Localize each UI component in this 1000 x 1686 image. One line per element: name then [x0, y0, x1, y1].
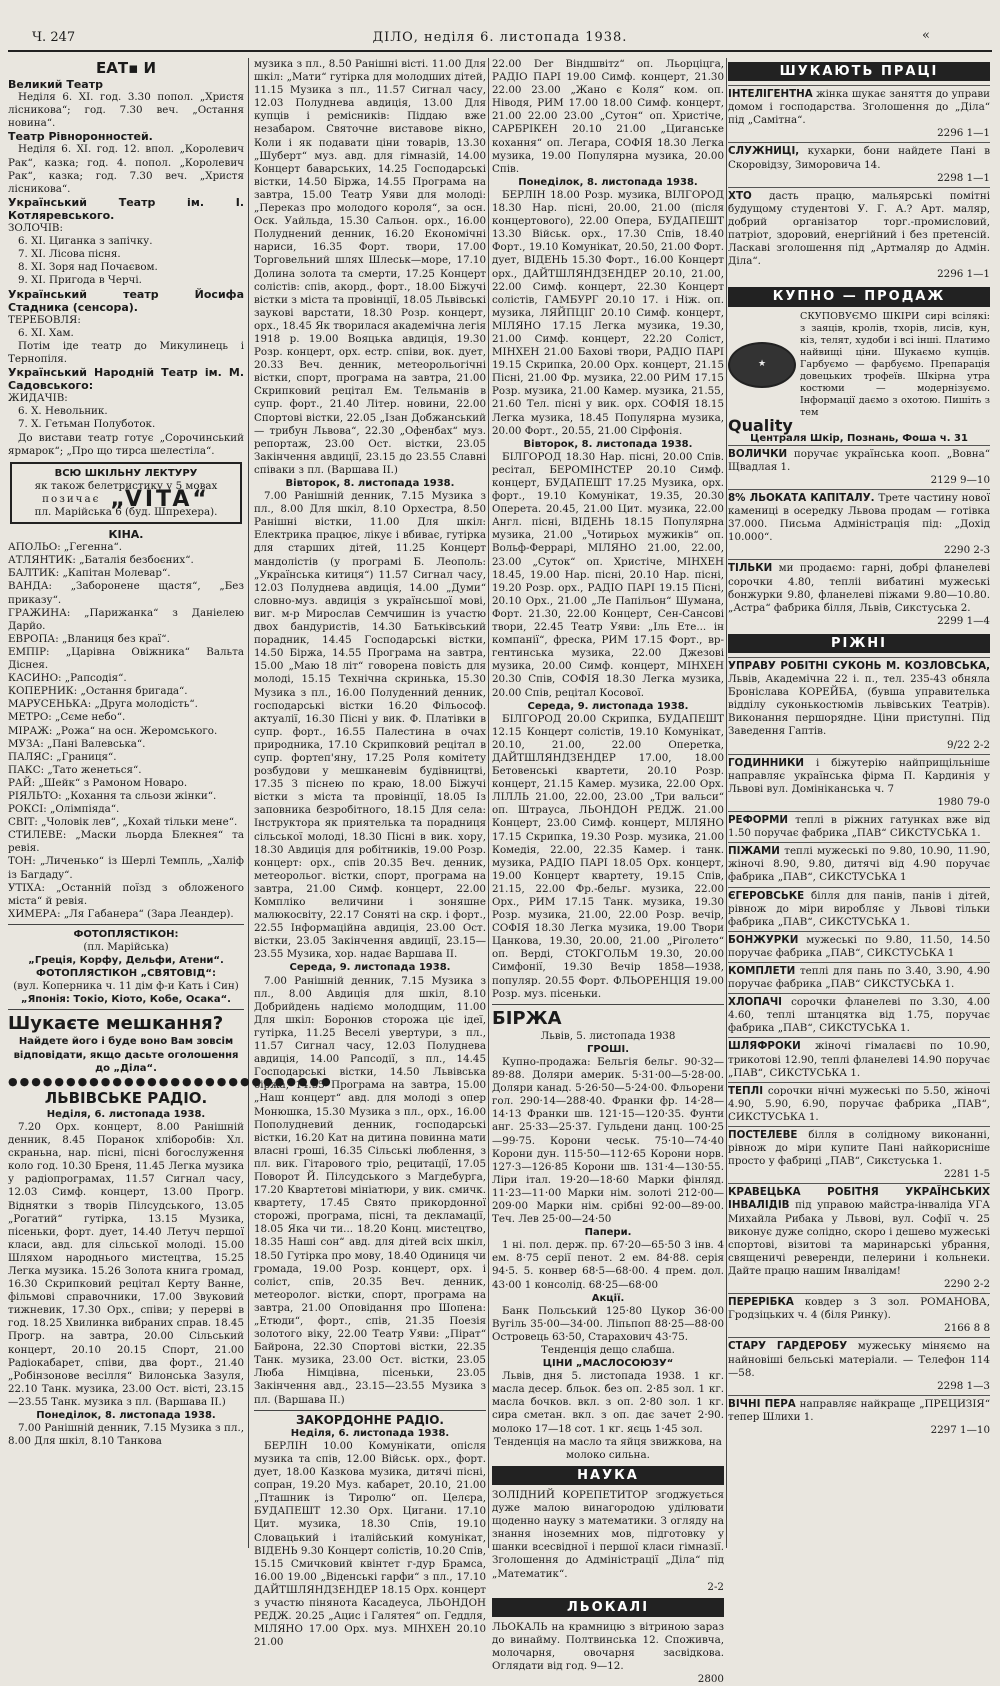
classified-ad-headline: ТЕПЛІ [728, 1084, 764, 1097]
miscellaneous-banner: РІЖНІ [728, 634, 990, 653]
exchange-title: БІРЖА [492, 1007, 562, 1029]
classified-ad [728, 811, 990, 842]
housing-ad-title: Шукаєте мешкання? [8, 1013, 224, 1035]
classified-ad-body [728, 492, 990, 544]
science-ad-text: ЗОЛІДНИЙ КОРЕПЕТИТОР згоджується дуже малою винагородою уділювати щоденно науку з математики. З огляду на знання іноземних мов, підготовку у шанки всесвідної і першої класи гімназії. Зголошення до Адміністрації „Діла“ під „Математик“. [492, 1488, 724, 1580]
classified-ad-headline: ПОСТЕЛЕВЕ [728, 1129, 798, 1141]
classified-ad [728, 142, 990, 186]
foreign-sunday-heading: Неділя, 6. листопада 1938. [290, 1427, 450, 1439]
lviv-radio-section [8, 1088, 244, 1448]
classified-ad-number: 2281 1-5 [943, 1168, 990, 1181]
leather-firm: Централя Шкір, Познань, Фоша ч. 31 [750, 432, 968, 444]
classified-ad-number: 2299 1—4 [937, 614, 990, 627]
classified-ad-headline: ШЛЯФРОКИ [728, 1040, 801, 1053]
cinema-listing: ВАНДА: „Заборонене щастя“, „Без приказу“. [8, 580, 244, 606]
premises-banner: ЛЬОКАЛІ [492, 1598, 724, 1617]
foreign-text-monday: БЕРЛІН 18.00 Розр. музика, ВІЛГОРОД 18.30 Нар. пісні, 20.00, 21.00 (після концертового), 22.00 Опера, БУДАПЕШТ 13.30 Військ. орх., 17.30 Спів, 18.40 Форт., 19.10 Комунікат, 20.50, 21.00 Форт. дует, ВІДЕНЬ 15.30 Форт., 16.00 Концерт орх., ДАЙТШЛЯНДЗЕНДЕР 20.10, 21.00, 22.00 Симф. концерт, 22.30 Концерт солістів, ГАМБУРГ 20.10 17. і Ніж. оп. музика, ЛЯЙПЦІГ 20.10 Симф. концерт, МІЛЯНО 17.15 Легка музика, 19.30, 21.00 Симф. концерт, 22.20 Соліст, МІНХЕН 21.00 Бахові твори, РАДІО ПАРІ 19.15 Скрипка, 20.00 Орх. концерт, 21.15 Пісні, 21.00 Фр. музика, 22.00 РИМ 17.15 Розр. музика, 21.00 Камер. музика, 21.55, 21.60 Тел. пісні у вик. орх. СОФІЯ 18.15 Легка музика, 18.45 Популярна музика, 20.00 Форт., 20.55, 21.00 Сірфонія. [492, 188, 724, 437]
radio-program-line: 7.00 Ранішній денник, 7.15 Музика з пл., 8.00 Для шкіл, 8.10 Танкова [8, 1422, 244, 1448]
exchange-tendency: Тенденція дещо слабша. [541, 1344, 675, 1356]
cinema-listing: АПОЛЬО: „Гегенна“. [8, 541, 123, 554]
theatre-line: 6. X. Невольник. [18, 405, 108, 418]
exchange-papers-heading: Папери. [584, 1227, 632, 1239]
classified-ad-headline: ХТО [728, 189, 752, 202]
classified-ad-body [728, 562, 990, 614]
maslosoyuz-title: ЦІНИ „МАСЛОСОЮЗУ“ [542, 1358, 674, 1370]
cinema-listing: СВІТ: „Чоловік лев“, „Кохай тільки мене“. [8, 816, 238, 829]
radio-wednesday-heading: Середа, 9. листопада 1938. [289, 962, 451, 974]
vita-address: пл. Марійська 6 (буд. Шпрехера). [34, 506, 218, 518]
cinema-listing: БАЛТИК: „Капітан Молевар“. [8, 567, 171, 580]
premises-ad-number: 2800 [697, 1673, 724, 1686]
classified-ad-body [728, 145, 990, 171]
radio-tuesday-heading: Вівторок, 8. листопада 1938. [285, 478, 455, 489]
classified-ad-headline: КОМПЛЕТИ [728, 964, 796, 977]
exchange-papers-text: 1 ні. пол. держ. пр. 67·20—65·50 3 інв. 4 ем. 8·75 серії пенот. 2 ем. 84·88. серія 94·5. 5. конвер 68·5—68·00. 4 прем. дол. 43·00 1 консолід. 68·25—68·00 [492, 1239, 724, 1291]
theatre-line: 9. XI. Пригода в Черчі. [18, 274, 142, 287]
classified-ad-text: теплі в ріжних гатунках вже від 1.50 поручає фабрика „ПАВ“ СИКСТУСЬКА 1. [728, 814, 990, 840]
science-banner: НАУКА [492, 1466, 724, 1485]
cinema-listing: КАСИНО: „Рапсодія“. [8, 672, 127, 685]
classified-ad-body [728, 996, 990, 1035]
buy-sell-banner: КУПНО — ПРОДАЖ [728, 287, 990, 306]
radio-text-tuesday: 7.00 Ранішній денник, 7.15 Музика з пл., 8.00 Для шкіл, 8.10 Орхестра, 8.50 Ранішні вістки, 11.00 Для шкіл: Електрика працює, лікує і вбиває, гутірка для старших дітей, 11.25 Концерт мандолістів (у програмі Б. Леополь: „Українська китиця“) 11.57 Сигнал часу, 12.03 Полуднева авдиція, 14.00 „Думи“ словно-муз. авдиція з українсьшої мові, виг. м-р Мирослав Семчишин із участю двох бандуристів, 14.30 Батьківський порадник, 14.45 Господарські вістки, 14.50 Біржа, 14.55 Програма на завтра, 15.00 „Маю 18 літ“ говорена повість для молоді, 15.15 Технічна скринька, 15.30 Музика з пл., 16.00 Полуденний денник, господарські вістки 16.20 Фільософ. актуалії, 16.30 Пісні у вик. Ф. Платівки в супр. форт., 16.55 Палестина в очах природника, 17.10 Скрипковий рецітал в супр. фортеп'яну, 17.25 Роля комітету розбудови у мешканевім будівництві, 17.35 З піснею по краю, 18.00 Біжучі вістки з міста та провінції, 18.05 Із заповника безробітного, 18.15 Для села: Інструктора як приятелька та порадниця сільської молоді, 18.30 Пісні в вик. хору, 18.30 Авдиція для робітників, 19.00 Розр. концерт: орх., спів 20.35 Веч. денник, метеорольог. вістки, спорт, програма на завтра, 21.00 Симф. концерт, 22.00 Компліко величини і зоняшне малюкосвіту, 22.17 Соняті на скр. і форт., 22.55 Інформаційна авдиція, 23.00 Ост. вістки, 23.05 Закінчення авдиції, 23.15—23.55 Музика, хор. надає Варшава II. [254, 490, 486, 961]
maslosoyuz-text: Львів, дня 5. листопада 1938. 1 кг. масла десер. бльок. без оп. 2·85 зол. 1 кг. масла бочков. вкл. з оп. 2·80 зол. 1 кг. сира сметан. вкл. з оп. дає зачет 2·90. молоко 17—18 сот. 1 кг. яєць 1·45 зол. [492, 1370, 724, 1435]
theatre-line: ЖИДАЧІВ: [8, 392, 68, 405]
cinema-listing: МЕТРО: „Сєме небо“. [8, 711, 126, 724]
leather-ad-text: СКУПОВУЄМО ШКІРИ сирі всілякі: з заяців, кролів, тхорів, лисів, кун, кіз, телят, худоби і всі інші. Платимо найвищі ціни. Шукаємо купців. Гарбуємо — фарбуємо. Препарація довецьких трофеїв. Шкірна утра костюми — модернізуємо. Інформації даємо з охотою. Пишіть з тем [800, 310, 990, 418]
column-divider [726, 58, 727, 1548]
seeking-work-banner: ШУКАЮТЬ ПРАЦІ [728, 62, 990, 81]
classified-ad [728, 445, 990, 489]
classified-ad [728, 931, 990, 962]
theatre-line: 7. XI. Лісова пісня. [18, 248, 121, 261]
classified-ad-headline: УПРАВУ РОБІТНІ СУКОНЬ М. КОЗЛОВСЬКА, [728, 660, 990, 672]
divider [254, 1410, 486, 1411]
fotoplastikon-1-title: ФОТОПЛЯСТІКОН: [73, 928, 179, 940]
classified-ad-text: сорочки нічні мужеські по 5.50, жіночі 4.90, 5.90, 6.90, поручає фабрика „ПАВ“, СИКСТУСЬКА 1. [728, 1084, 990, 1123]
vita-line1: ВСЮ ШКІЛЬНУ ЛЕКТУРУ [54, 467, 198, 479]
classified-ad-headline: ГОДИННИКИ [728, 756, 804, 769]
theatre-line: Неділя 6. XI. год. 3.30 попол. „Христя лісникова“; год. 7.30 веч. „Остання новина“. [8, 91, 244, 130]
classified-ad-headline: СЛУЖНИЦІ, [728, 145, 800, 158]
foreign-text-wednesday: БІЛГОРОД 20.00 Скрипка, БУДАПЕШТ 12.15 Концерт солістів, 19.10 Комунікат, 20.10, 21.00, 22.00 Оперетка, ДАЙТШЛЯНДЗЕНДЕР 17.00, 18.00 Бетовенські квартети, 20.10 Розр. концерт, 21.15 Камер. музика, 22.00 Орх. ЛІЛЛЬ 21.00, 22.00, 23.00 „Три вальси“ оп. Штрауса, ЛЬОНДОН РЕДЖ. 21.00 Концерт, 23.00 Симф. концерт, МІЛЯНО 17.15 Скрипка, 19.30 Розр. музика, 21.00 Комедія, 22.00, 22.35 Камер. і танк. музика, РАДІО ПАРІ 18.05 Орх. концерт, 19.00 Концерт квартету, 19.15 Спів, 21.15, 22.00 Фр.-бельг. музика, 22.00 Орх., РИМ 17.15 Танк. музика, 19.30 Розр. музика, 21.00, 22.00 Розр. вечір, СОФІЯ 18.30 Легка музика, 19.00 Твори Цанкова, 19.30, 20.00, 21.00 „Ріголето“ оп. Верді, СТОКГОЛЬМ 19.30, 20.00 Симфонії, 19.30 Вечір 1858—1938, популяр. 20.55 Форт. ФЛЬОРЕНЦІЯ 19.00 Розр. муз. пісеньки. [492, 712, 724, 1000]
cinema-list [8, 541, 244, 921]
leather-seal-logo: ★ [728, 342, 796, 388]
radio-program-line: ЛЬВІВСЬКЕ РАДІО. [44, 1088, 208, 1107]
classified-ad-body [728, 965, 990, 991]
classified-ad [728, 962, 990, 993]
cinema-listing: РАЙ: „Шейк“ з Рамоном Новаро. [8, 776, 188, 789]
masthead-rule [8, 50, 992, 52]
cinema-listing: ПАКС: „Тато женеться“. [8, 763, 142, 776]
column-1 [8, 58, 333, 1552]
column-4 [728, 58, 990, 1552]
classified-ad-text: ми продаємо: гарні, добрі фланелеві сорочки 4.80, тепліі вибатині мужеські бонжурки 9.80, фланелеві піжами 9.80—10.80. „Астра“ фабрика білля, Львів, Сикстуська 2. [728, 562, 991, 614]
theatre-line: ЗОЛОЧІВ: [8, 222, 63, 235]
fotoplastikon-2-sub: (вул. Коперника ч. 11 дім ф-и Кать і Син) [13, 980, 239, 993]
classified-ad-headline: 8% ЛЬОКАТА КАПІТАЛУ. [728, 491, 875, 504]
classified-ad-text: і біжутерію найприщільніше направляє українська фірма П. Кардинія у Львові вул. Домініканська ч. 7 [728, 756, 990, 795]
classified-ad-text: під управою майстра-інваліда УГА Михайла Рибака у Львові, вул. Софії ч. 25 виконує дуже солідно, скоро і дешево мужеські спортові, візитові та маринарські убрання, священичі реверенди, пелерини і кольнеки. Дайте працю нашим Інвалідам! [728, 1199, 990, 1277]
classified-ad-body [728, 1040, 990, 1079]
cinema-listing: АТЛЯНТИК: „Баталія безбоєних“. [8, 554, 194, 567]
classified-ad-body [728, 814, 990, 840]
seeking-work-ads [728, 85, 990, 283]
classified-ad [728, 842, 990, 886]
classified-ad-text: білля для панів, панів і дітей, рівнож до міри виробляє у Львові тільки фабрика „ПАВ“, СИКСТУСЬКА 1. [728, 889, 990, 928]
foreign-tuesday-heading: Вівторок, 8. листопада 1938. [523, 438, 693, 450]
radio-text-wednesday: 7.00 Ранішній денник, 7.15 Музика з пл., 8.00 Авдиція для шкіл, 8.10 Добрийдень надіємо молодщим, 11.00 Для шкіл: Боронюв сторожа ціє ідеї, гутірка, 11.25 Веселі увертури, з пл., 11.57 Сигнал часу, 12.03 Полуднева авдиція, 14.00 Рапсодії, з пл., 14.45 Господарські вістки, 14.50 Львівська біржа, 14.55 Програма на завтра, 15.00 „Наш концерт“ авд. для молоді з опер Монюшка, 15.30 Музика з пл., орх., 16.00 Пополудневий денник, господарські вістки, 16.20 Кат на дитина повинна мати власні грошi, 16.35 Сільські люблення, з пл. вик. Гітарового тріо, рецитації, 17.05 Поворот Й. Пілсудського з Магдебурга, 17.20 Квартетові мініатюри, у вик. смичк. квартету, 17.45 Свято прикордонної сторожі, програма, пісні, та декламації, 18.05 Яка чи ти... 18.20 Конц. мистецтво, 18.35 Наші сон“ авд. для дітей всіх шкіл, 18.50 Гутірка про мову, 18.40 Одиниця чи громада, 19.00 Розр. концерт, орх. і соліст, спів, 20.35 Веч. денник, метеоролог. вістки, спорт, програма на завтра, 21.00 Оповідання про Шопена: „Етюди“, форт., спів, 21.35 Поезія золотого віку, 22.00 Театр Уяви: „Пірат“ Байрона, 22.30 Спортові вістки, 22.35 Танк. музика, 23.00 Ост. вістки, 23.05 Люба Німцівна, пісеньки, 23.05 Закінчення авд., 23.15—23.55 Музика з пл. (Варшава II.) [254, 974, 486, 1406]
foreign-text-sunday-cont: 22.00 Der Віндшвітz“ оп. Льорціцга, РАДІО ПАРІ 19.00 Симф. концерт, 21.30 22.00 23.00 „Жано є Коля“ ком. оп. Ніводя, РИМ 17.00 18.00 Симф. концерт, 21.00 22.00 23.00 „Сутон“ оп. Христіче, САРБРІКЕН 20.10 21.00 „Циганське кохання“ оп. Легара, СОФІЯ 18.30 Легка музика, 19.00 Популярна музика, 20.00 Спів. [492, 58, 724, 175]
cinema-listing: МУЗА: „Пані Валевська“. [8, 737, 146, 750]
cinema-listing: КОПЕРНИК: „Остання бригада“. [8, 685, 188, 698]
classified-ad-number: 2166 8 8 [944, 1322, 990, 1335]
classified-ad-text: ковдер з 3 зол. РОМАНОВА, Гродзіцьких ч. 4 (біля Ринку). [728, 1296, 990, 1322]
vita-brand: „VITA“ [110, 486, 210, 512]
cinema-listing: ЕВРОПА: „Вланиця без краї“. [8, 632, 170, 645]
dot-border: ●●●●●●●●●●●●●●●●●●●●●●●●●●●● [8, 1074, 333, 1088]
theatre-line: До вистави театр готує „Сорочинський ярмарок“; „Про що тирса шелестіла“. [8, 431, 244, 457]
radio-text-sunday-cont: музика з пл., 8.50 Ранішні вісті. 11.00 Для шкіл: „Мати“ гутірка для молодших дітей, 11.15 Музика з пл., 11.57 Сигнал часу, 12.03 Полуднева авдиція, 13.00 Для купців і ремісників: Піддаю вже незабаром. Святочне виставове вікно, Коли і як подавати ціни товарів, 13.30 „Шуберт“ муз. авд. для гімназій, 14.00 Концерт баварських, 14.25 Господарські вістки, 14.50 Біржа, 14.55 Програма на завтра, 15.00 Театр Уяви для молоді: „Переказ про молодого короля“, за осн. Оск. Уайльда, 15.30 Сальон. орх., 16.00 Полуднений денник, 16.20 Економічні нариси, 16.35 Форт. твори, 17.00 Торговельний шлях Шлеськ—море, 17.10 Долина золота та смерти, 17.25 Концерт солістів: спів, акорд., форт., 18.00 Біжучі вістки з міста та провінції, 18.05 Львівські заукові варстати, 18.30 Розр. концерт, орх., 18.45 Як творилася академічна легія 1918 р. 19.00 Вояцька авдиція, 19.30 Розр. концерт, орх. естр. співи, вок. дует, 20.33 Веч. денник, метеорольогічні вістки, спорт, програма на завтра, 21.00 Скрипковий рецітал Ем. Тельманів в супр. форт., 21.40 Літер. новини, 22.00 Спортові вістки, 22.05 „Ізан Добжанський — трибун Львова“, 22.30 „Офенбах“ муз. репортаж, 23.00 Ост. вістки, 23.05 Закінчення авдиції, 23.15 до 23.55 Славні співаки з пл. (Варшава II.) [254, 58, 486, 476]
classified-ad [728, 1395, 990, 1439]
fotoplastikon-1-sub: (пл. Марійська) [83, 941, 169, 953]
column-divider [248, 58, 249, 1548]
classified-ad-text: Львів, Академічна 22 і. п., тел. 235-43 обняла Броніслава КОРЕЙБА, (бувша управителька відділу суконькостюмів львівських Театрів). Виконання першорядне. Ціни приступні. Під Заведення Гаптів. [728, 673, 990, 738]
foreign-wednesday-heading: Середа, 9. листопада 1938. [527, 700, 689, 712]
classified-ad [728, 754, 990, 811]
classified-ad-body [728, 1398, 990, 1424]
vita-ad [10, 462, 242, 524]
classified-ad [728, 657, 990, 754]
masthead [10, 28, 990, 50]
classified-ad-body [728, 448, 990, 474]
classified-ad-number: 2298 1—1 [937, 171, 990, 184]
classified-ad-text: сорочки фланелеві по 3.30, 4.00 4.60, теплі штанцятка від 1.75, поручає фабрика „ПАВ“, СИКСТУСЬКА 1. [728, 996, 990, 1035]
classified-ad-headline: ВІЧНІ ПЕРА [728, 1397, 796, 1410]
cinema-listing: МАРУСЕНЬКА: „Друга молодість“. [8, 698, 198, 711]
classified-ad-body [728, 1085, 990, 1124]
classified-ad-headline: ПІЖАМИ [728, 845, 780, 858]
classified-ad-body [728, 190, 990, 269]
science-ad-number: 2-2 [707, 1580, 724, 1593]
cinema-listing: ХИМЕРА: „Ля Габанера“ (Зара Леандер). [8, 907, 234, 920]
classified-ad [728, 1082, 990, 1126]
classified-ad-text: мужеські по 9.80, 11.50, 14.50 поручає фабрика „ПАВ“, СИКСТУСЬКА 1 [728, 933, 990, 959]
cinema-listing: ГРАЖИНА: „Парижанка“ з Даніелею Дарйо. [8, 606, 244, 632]
cinema-listing: РІЯЛЬТО: „Кохання та сльози жінки“. [8, 789, 217, 802]
exchange-money-heading: ГРОШІ. [586, 1043, 630, 1055]
classified-ad-number: 2290 2-2 [943, 1278, 990, 1291]
theatre-line: 6. XI. Циганка з запічку. [18, 235, 153, 248]
classified-ad-body [728, 757, 990, 796]
column-2 [254, 58, 486, 1649]
theatre-line: Театр Рівноронностей. [8, 130, 153, 144]
classified-ad-number: 2290 2-3 [943, 544, 990, 557]
exchange-stocks-heading: Акції. [591, 1292, 625, 1304]
miscellaneous-ads [728, 657, 990, 1439]
exchange-date: Львів, 5. листопада 1938 [540, 1029, 676, 1042]
theatre-line: Український Театр ім. І. Котляревського. [8, 195, 244, 222]
classified-ad [728, 993, 990, 1037]
classified-ad [728, 1183, 990, 1293]
divider [8, 1009, 244, 1010]
classified-ad-body [728, 934, 990, 960]
cinema-heading: КІНА. [108, 528, 144, 542]
cinema-listing: СТИЛЕВЕ: „Маски льорда Блекнея“ та ревія. [8, 829, 244, 855]
cinema-listing: ПАЛЯС: „Границя“. [8, 750, 117, 763]
classified-ad-body [728, 1129, 990, 1168]
classified-ad [728, 1126, 990, 1183]
classified-ad-body [728, 1186, 990, 1278]
classified-ad-text: мужеську міняємо на найновіші бельські матеріали. — Телефон 114—58. [728, 1340, 990, 1379]
classified-ad-headline: КРАВЕЦЬКА РОБІТНЯ УКРАЇНСЬКИХ ІНВАЛІДІВ [728, 1186, 990, 1212]
vita-line2: як також белетристику у 5 мовах [34, 479, 218, 492]
classified-ad-headline: БОНЖУРКИ [728, 933, 799, 946]
cinema-listing: МІРАЖ: „Рожа“ на осн. Жеромського. [8, 724, 218, 737]
classified-ad-body [728, 890, 990, 929]
classified-ad-headline: ЄГЕРОВСЬКЕ [728, 889, 805, 902]
classified-ad-text: Трете частину нової камениці в осередку Львова продам — готівка 37.000. Письма Адміністрація під: „Дохід 10.000“. [728, 491, 991, 544]
classified-ad-headline: СТАРУ ГАРДЕРОБУ [728, 1340, 848, 1353]
classified-ad [728, 489, 990, 559]
classified-ad-headline: ВОЛИЧКИ [728, 447, 788, 460]
fotoplastikon-1-show: „Греція, Корфу, Дельфи, Атени“. [28, 955, 224, 967]
classified-ad-body [728, 1340, 990, 1379]
quality-logo: Quality [728, 415, 793, 435]
classified-ad-text: білля в солідному виконанні, рівнож до міри купите Пані найкорисніше просто у фабриці „ПАВ“, Сикстуська 1. [728, 1129, 990, 1168]
classified-ad [728, 887, 990, 931]
column-3 [492, 58, 724, 1686]
newspaper-title: ДІЛО, неділя 6. листопада 1938. [372, 30, 628, 45]
theatre-line: Український театр Йосифа Стадника (сенсора). [8, 287, 244, 314]
classified-ad-number: 1980 79-0 [937, 795, 990, 808]
housing-ad-text: Найдете його і буде воно Вам зовсім відповідати, якщо дасьте оголошення до „Діла“. [13, 1036, 239, 1074]
classified-ad-text: жінка шукає заняття до управи домом і господарства. Зголошення до „Діла“ під „Самітна“. [728, 88, 990, 127]
radio-program-line: Понеділок, 8. листопада 1938. [36, 1410, 216, 1421]
classified-ad-text: дасть працю, мальярські помітні будущому студентові У. Г. А.? Арт. маляр, добрий організатор торг.-промисловий, патріот, здоровий, енергійний і без претенсій. Ласкаві зголошення під „Артмаляр до Адмін. Діла“. [728, 189, 990, 268]
classified-ad-number: 9/22 2-2 [947, 738, 990, 751]
exchange-money-text: Купно-продажа: Бельгія бельг. 90·32—89·88. Доляри америк. 5·31·00—5·28·00. Доляри канад. 5·26·50—5·24·00. Фльорени гол. 290·14—288·40. Франки фр. 14·28—14·13 Франки шв. 121·15—120·35. Фунти анг. 25·33—25·37. Гульдени данц. 100·25—99·75. Корони чеськ. 75·10—74·40 Корони дун. 115·50—112·65 Корони норв. 127·3—126·85 Корони шв. 131·4—130·55. Ліри італ. 19·20—18·60 Марки фінляд. 11·23—11·00 Марки нім. золоті 212·00—209·00 Марки нім. срібні 92·00—89·00. Теч. Лев 25·00—24·50 [492, 1055, 724, 1226]
classified-ad-number: 2296 1—1 [937, 268, 990, 281]
cinema-listing: ТОН: „Личенько“ із Шерлі Темпль, „Халіф із Багдаду“. [8, 855, 244, 881]
page-number: Ч. 247 [32, 30, 76, 45]
theatre-section [8, 58, 244, 458]
exchange-stocks-text: Банк Польський 125·80 Цукор 36·00 Вугіль 35·00—34·00. Ліпьпоп 88·25—88·00 Островець 63·50, Старахович 43·75. [492, 1304, 724, 1343]
classified-ad-headline: РЕФОРМИ [728, 814, 788, 827]
fotoplastikon-2-title: ФОТОПЛЯСТІКОН „СВЯТОВІД“: [36, 968, 216, 980]
classified-ad-number: 2297 1—10 [930, 1423, 990, 1436]
classified-ad-text: теплі для пань по 3.40, 3.90, 4.90 поручає фабрика „ПАВ“ СИКСТУСЬКА 1. [728, 964, 990, 991]
classified-ad [728, 1293, 990, 1337]
classified-ad-body [728, 845, 990, 884]
classified-ad-number: 2298 1—3 [937, 1379, 990, 1392]
buy-sell-ads [728, 445, 990, 630]
theatre-line: Український Народній Театр ім. М. Садовського: [8, 366, 244, 393]
theatre-line: 8. XI. Зоря над Почаєвом. [18, 261, 158, 274]
vita-line3: позичає [42, 492, 101, 505]
theatre-line: Потім іде театр до Микулинець і Тернопіля. [8, 339, 244, 365]
classified-ad-body [728, 1296, 990, 1322]
classified-ad-text: поручає українська кооп. „Вовна“ Щвадлая 1. [728, 447, 990, 473]
classified-ad-text: кухарки, бони найдете Пані в Скоровідзу, Зиморовича 14. [728, 145, 990, 171]
classified-ad [728, 559, 990, 629]
classified-ad [728, 1037, 990, 1081]
classified-ad-headline: ПЕРЕРІБКА [728, 1296, 794, 1309]
classified-ad-headline: ІНТЕЛІГЕНТНА [728, 88, 813, 101]
classified-ad-headline: ХЛОПАЧІ [728, 996, 782, 1009]
classified-ad [728, 85, 990, 142]
page-mark: « [922, 28, 930, 43]
leather-buyer-ad [728, 311, 990, 419]
classified-ad-text: жіночі гімалаєві по 10.90, трикотові 12.90, теплі фланелеві 14.90 поручає „ПАВ“, СИКСТУСЬКА 1. [728, 1040, 990, 1079]
classified-ad-number: 2129 9—10 [930, 473, 990, 486]
theatre-line: 6. XI. Хам. [18, 326, 74, 339]
classified-ad [728, 1337, 990, 1394]
radio-program-line: 7.20 Орх. концерт, 8.00 Ранішній денник, 8.45 Поранок хліборобів: Хл. скраньна, нар. пісні, пісні богослуження коло год. 10.30 Бреня, 11.45 Легка музика у радіопрограмах, 11.57 Сигнал часу, 12.03 Симф. концерт, 13.00 Прогр. Віднятки з творів Пілсудського, 13.05 „Рогатий“ гутірка, 13.15 Музика, пісеньки, форт. дует, 14.40 Летуч першої класи, авд. для сільської молоді. 15.00 Шляхом народнього мистецтва, 15.25 Легка музика. 15.26 Золота книга громад, 16.30 Скрипковий рецітал Керту Ванне, фільмові справочники, 17.00 Звуковий тижневик, 17.30 Орх., співи; у перерві в год. 18.25 Хвилинка вибраних справ. 18.45 Прогр. на завтра, 20.00 Сільський концерт, 20.10 20.15 Спорт, 21.00 Радіокабарет, співи, два форт., 21.40 „Робінзонове весілля“ Вилонська Зазуля, 22.10 Танк. музика, 23.00 Ост. вісті, 23.15—23.55 Танк. музика з пл. (Варшава II.) [8, 1120, 244, 1408]
foreign-radio-heading: ЗАКОРДОННЕ РАДІО. [296, 1412, 444, 1427]
cinema-listing: РОКСІ: „Олімпіяда“. [8, 803, 120, 816]
classified-ad-body [728, 88, 990, 127]
fotoplastikon-2-show: „Японія: Токіо, Кіото, Кобе, Осака“. [21, 994, 231, 1006]
premises-ad-text: ЛЬОКАЛЬ на крамницю з вітриною зараз до винайму. Полтвинська 12. Споживча, молочарня, овочарня засвідкова. Оглядати від год. 9—12. [492, 1620, 724, 1673]
classified-ad-text: направляє найкраще „ПРЕЦИЗІЯ“ тепер Шлихи 1. [728, 1397, 990, 1423]
divider [8, 924, 244, 925]
classified-ad-text: теплі мужеські по 9.80, 10.90, 11.90, жіночі 8.90, 9.80, дитячі від 4.90 поручає фабрика „ПАВ“, СИКСТУСЬКА 1 [728, 845, 990, 884]
theatre-line: 7. X. Гетьман Полуботок. [18, 418, 156, 431]
theatre-line: ТЕРЕБОВЛЯ: [8, 313, 81, 326]
classified-ad-body [728, 660, 990, 739]
cinema-listing: УТІХА: „Останній поїзд з обложеного міста“ й ревія. [8, 881, 244, 907]
foreign-monday-heading: Понеділок, 8. листопада 1938. [518, 176, 698, 188]
divider [492, 1004, 724, 1005]
foreign-text-sunday: БЕРЛІН 10.00 Комунікати, опісля музика та спів, 12.00 Військ. орх., форт. дует, 18.00 Казкова музика, дитячі пісні, сопран, 19.20 Муз. кабарет, 20.10, 21.00 „Пташник із Тиролю“ оп. Целєра, БУДАПЕШТ 12.30 Орх. Цигани. 17.10 Цит. музика, 18.30 Спів, 19.10 Словацький і італійський комунікат, ВІДЕНЬ 9.30 Концерт солістів, 10.20 Спів, 15.15 Смичковий квінтет г-дур Брамса, 16.00 19.00 „Віденські гарфи“ з пл., 17.10 ДАЙТШЛЯНДЗЕНДЕР 18.15 Орх. концерт з участю пінянота Касадеуса, ЛЬОНДОН РЕДЖ. 20.25 „Ацис і Галятея“ оп. Геддля, МІЛЯНО 17.00 Орх. муз. МІНХЕН 20.10 21.00 [254, 1439, 486, 1649]
cinema-listing: ЕМПІР: „Царівна Овіжника“ Вальта Діснея. [8, 645, 244, 672]
foreign-text-tuesday: БІЛГОРОД 18.30 Нар. пісні, 20.00 Спів. ресітал, БЕРОМІНСТЕР 20.10 Симф. концерт, БУДАПЕШТ 17.25 Музика, орх. форт., 19.10 Комунікат, 19.35, 20.30 Оперета. 20.45, 21.00 Цит. музика, 22.00 Англ. пісні, ВІДЕНЬ 18.15 Популярна музика, 21.00 „Чотирьох мужиків“ оп. Вольф-Феррарі, МІЛЯНО 21.00, 22.00, 23.00 „Суток“ оп. Христіче, МІНХЕН 18.45, 19.00 Нар. пісні, 20.10 Нар. пісні, 19.20 Розр. орх., РАДІО ПАРІ 19.15 Пісні, 20.10 Орх., 21.00 „Ле Папільон“ Шумана, Форт. 21.30, 22.00 Концерт, Сен-Сансові твори, 22.45 Театр Уяви: „Іль Ете... ін компанії“, фреска, РИМ 17.15 Форт., вр-гентинська музика, 22.00 Джезові музика, 20.00 Симф. концерт, МІНХЕН 20.30 Спів, СОФІЯ 18.30 Легка музика, 20.00 Спів, рецітал Косової. [492, 450, 724, 699]
column-divider [488, 58, 489, 1548]
maslosoyuz-tendency: Тенденція на масло та яйця звижкова, на молоко сильна. [494, 1435, 722, 1461]
theatre-line: ЕАТ▪ И [95, 59, 157, 77]
classified-ad-headline: ТІЛЬКИ [728, 562, 773, 575]
theatre-line: Неділя 6. XI. год. 12. впол. „Королевич Рак“, казка; год. 4. попол. „Королевич Рак“, казка; год. 7.30 веч. „Христя лісникова“. [8, 143, 244, 195]
theatre-line: Великий Театр [8, 78, 103, 91]
radio-program-line: Неділя, 6. листопада 1938. [46, 1108, 206, 1120]
classified-ad [728, 187, 990, 284]
classified-ad-number: 2296 1—1 [937, 127, 990, 140]
